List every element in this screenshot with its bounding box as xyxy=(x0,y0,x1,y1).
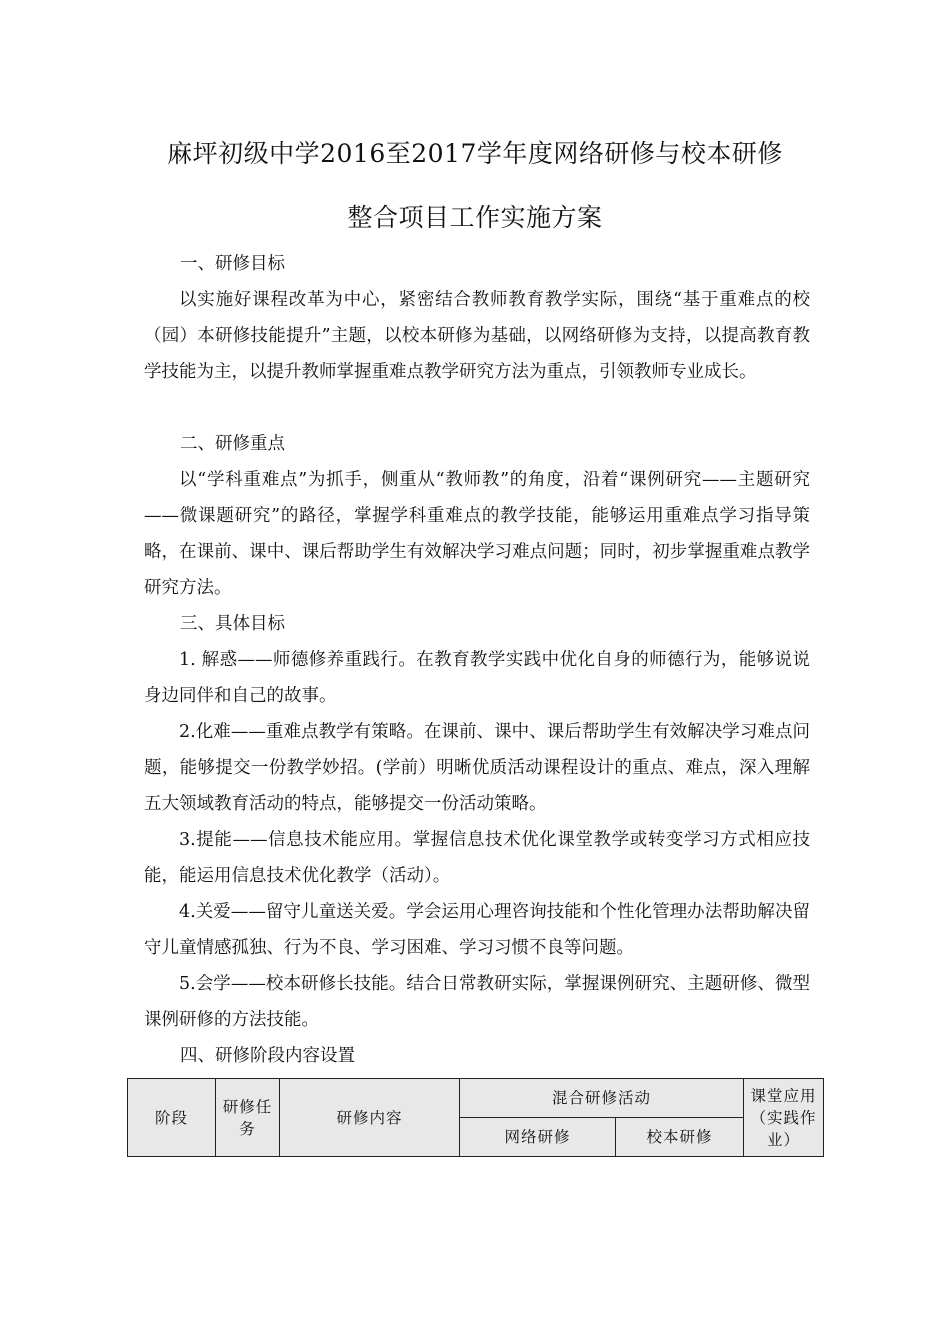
section-heading-goals: 一、研修目标 xyxy=(180,254,285,274)
paragraph-goal-2: 2.化难——重难点教学有策略。在课前、课中、课后帮助学生有效解决学习难点问题，能够提交一份教学妙招。(学前）明晰优质活动课程设计的重点、难点，深入理解五大领域教育活动的特点，能够提交一份活动策略。 xyxy=(144,722,810,814)
header-online: 网络研修 xyxy=(460,1118,616,1157)
section-heading-focus: 二、研修重点 xyxy=(180,434,285,454)
paragraph-goal-3: 3.提能——信息技术能应用。掌握信息技术优化课堂教学或转变学习方式相应技能，能运用信息技术优化教学（活动）。 xyxy=(144,830,810,886)
header-practice: 课堂应用（实践作业） xyxy=(744,1079,824,1157)
header-content: 研修内容 xyxy=(280,1079,460,1157)
paragraph-goal-5: 5.会学——校本研修长技能。结合日常教研实际，掌握课例研究、主题研修、微型课例研修的方法技能。 xyxy=(144,974,810,1030)
header-mixed-activities: 混合研修活动 xyxy=(460,1079,744,1118)
table-header-row xyxy=(128,1079,824,1118)
header-task: 研修任务 xyxy=(216,1079,280,1157)
stages-table xyxy=(127,1078,824,1157)
paragraph-goals: 以实施好课程改革为中心，紧密结合教师教育教学实际，围绕“基于重难点的校（园）本研修技能提升”主题，以校本研修为基础，以网络研修为支持，以提高教育教学技能为主，以提升教师掌握重难点教学研究方法为重点，引领教师专业成长。 xyxy=(144,290,810,382)
header-stage: 阶段 xyxy=(128,1079,216,1157)
page-title: 麻坪初级中学2016至2017学年度网络研修与校本研修 xyxy=(167,139,783,168)
header-school: 校本研修 xyxy=(616,1118,744,1157)
section-heading-specific-goals: 三、具体目标 xyxy=(180,614,285,634)
paragraph-goal-4: 4.关爱——留守儿童送关爱。学会运用心理咨询技能和个性化管理办法帮助解决留守儿童情感孤独、行为不良、学习困难、学习习惯不良等问题。 xyxy=(144,902,810,958)
page-subtitle: 整合项目工作实施方案 xyxy=(347,203,603,232)
paragraph-goal-1: 1. 解惑——师德修养重践行。在教育教学实践中优化自身的师德行为，能够说说身边同伴和自己的故事。 xyxy=(144,650,810,706)
paragraph-focus: 以“学科重难点”为抓手，侧重从“教师教”的角度，沿着“课例研究——主题研究——微课题研究”的路径，掌握学科重难点的教学技能，能够运用重难点学习指导策略，在课前、课中、课后帮助学生有效解决学习难点问题；同时，初步掌握重难点教学研究方法。 xyxy=(144,470,810,598)
section-heading-stages: 四、研修阶段内容设置 xyxy=(180,1046,355,1066)
